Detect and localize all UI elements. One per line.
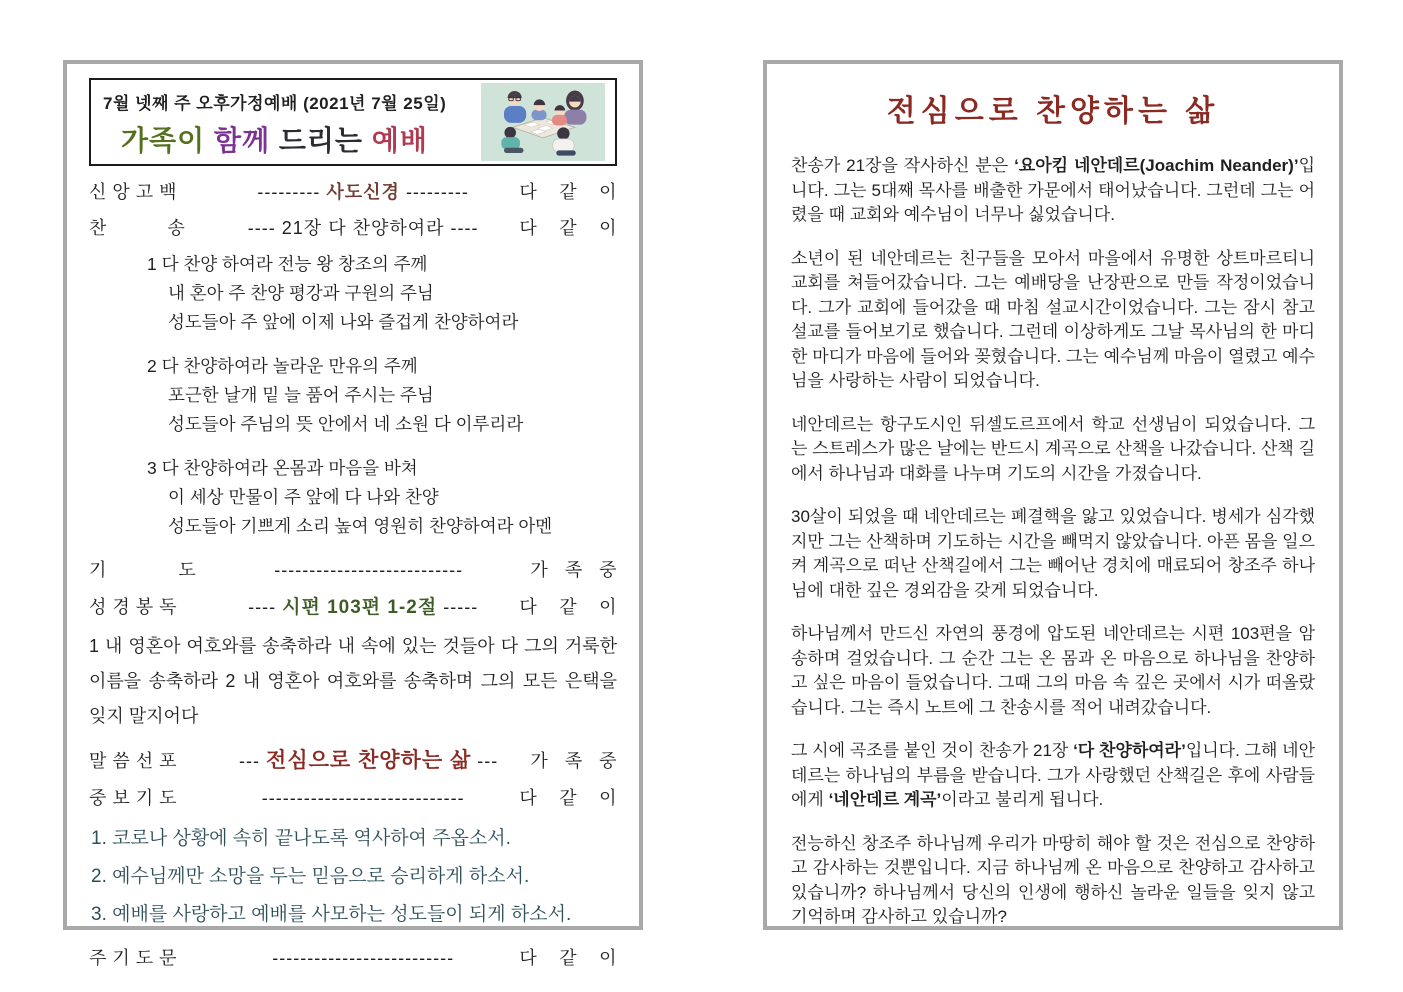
leader-dashes: --------------------------	[272, 948, 455, 968]
order-middle	[207, 948, 519, 969]
order-performer: 가 족 중	[530, 560, 617, 580]
paragraph-text: 입니다. 그해 네안데르는 하나님의 부름을 받습니다. 그가 사랑했던 산책길은 후에 사람들에게	[791, 741, 1315, 809]
order-middle	[207, 744, 530, 774]
paragraph-text: 소년이 된 네안데르는 친구들을 모아서 마을에서 유명한 상트마르티니 교회를 쳐들어갔습니다. 그는 예배당을 난장판으로 만들 작정이었습니다. 그가 교회에 들어갔을 때 마침 설교시간이었습니다. 그는 잠시 참고 설교를 들어보기로 했습니다. 그런데 이상하게도 그날 목사님의 한 마디 한 마디가 마음에 들어와 꽂혔습니다. 그는 예수님께 마음이 열렸고 예수님을 사랑하는 사람이 되었습니다.	[791, 248, 1315, 390]
order-label: 주 기 도 문	[89, 948, 178, 968]
order-line-creed	[89, 178, 617, 204]
order-middle	[207, 178, 519, 204]
prayer-request: 2. 예수님께만 소망을 두는 믿음으로 승리하게 하소서.	[91, 866, 530, 887]
prayer-request-list	[91, 820, 617, 934]
order-label: 찬 송	[89, 218, 186, 238]
leader-dashes: -----------------------------	[261, 788, 465, 808]
order-line-lords-prayer	[89, 944, 617, 970]
bulletin-left-page	[63, 60, 643, 968]
paragraph-text: 입니다. 그는 5대째 목사를 배출한 가문에서 태어났습니다. 그런데 그는 어렸을 때 교회와 예수님이 너무나 싫었습니다.	[791, 156, 1315, 224]
paragraph-text: 전능하신 창조주 하나님께 우리가 마땅히 해야 할 것은 전심으로 찬양하고 감사하는 것뿐입니다. 지금 하나님께 온 마음으로 찬양하고 감사하고 있습니까? 하나님께서 당신의 인생에 행하신 놀라운 일들을 잊지 않고 기억하며 감사하고 있습니까?	[791, 833, 1315, 926]
leader-dashes: ---------	[399, 182, 469, 202]
order-middle	[207, 560, 530, 581]
paragraph-text: 30살이 되었을 때 네안데르는 폐결핵을 앓고 있었습니다. 병세가 심각했지만 그는 산책하며 기도하는 시간을 빼먹지 않았습니다. 아픈 몸을 일으켜 계곡으로 떠난 산책길에서 그는 빼어난 경치에 매료되어 창조주 하나님에 대한 깊은 경외감을 갖게 되었습니다.	[791, 507, 1315, 600]
sermon-title: 전심으로 찬양하는 삶	[266, 749, 472, 772]
hymn-line: 2 다 찬양하여라 놀라운 만유의 주께	[147, 356, 418, 376]
family-illustration	[474, 83, 612, 161]
hymn-line: 성도들아 주님의 뜻 안에서 네 소원 다 이루리라	[168, 414, 524, 434]
creed-name: 사도신경	[326, 182, 400, 202]
bulletin-right-page	[763, 60, 1343, 930]
paragraph-text: 네안데르는 항구도시인 뒤셀도르프에서 학교 선생님이 되었습니다. 그는 스트레스가 많은 날에는 반드시 계곡으로 산책을 나갔습니다. 산책 길에서 하나님과 대화를 나누며 기도의 시간을 가졌습니다.	[791, 414, 1315, 483]
hymn-stanza-2	[147, 352, 617, 439]
hymn-line: 이 세상 만물이 주 앞에 다 나와 찬양	[168, 487, 439, 507]
bulletin-header	[89, 78, 617, 166]
service-date-line: 7월 넷째 주 오후가정예배 (2021년 7월 25일)	[103, 94, 447, 113]
leader-dashes: ---	[471, 751, 499, 771]
order-line-scripture-reading	[89, 592, 617, 619]
order-label: 기 도	[89, 560, 197, 580]
prayer-request: 3. 예배를 사랑하고 예배를 사모하는 성도들이 되게 하소서.	[91, 904, 572, 925]
leader-dashes: ---	[239, 751, 267, 771]
order-line-hymn	[89, 214, 617, 240]
order-performer: 가 족 중	[530, 751, 617, 771]
order-line-intercession	[89, 784, 617, 810]
scripture-passage: 1 내 영혼아 여호와를 송축하라 내 속에 있는 것들아 다 그의 거룩한 이름을 송축하라 2 내 영혼아 여호와를 송축하며 그의 모든 은택을 잊지 말지어다	[89, 636, 617, 726]
highlighted-hymn-name: ‘다 찬양하여라’	[1073, 741, 1186, 760]
highlighted-name: ‘요아킴 네안데르(Joachim Neander)’	[1014, 156, 1299, 175]
paragraph-text: 찬송가 21장을 작사하신 분은	[791, 156, 1015, 175]
bulletin-title	[121, 119, 465, 159]
article-paragraph-2	[791, 247, 1315, 394]
bulletin-title-part4: 예배	[371, 125, 428, 156]
order-performer: 다 같 이	[519, 597, 617, 617]
article-title: 전심으로 찬양하는 삶	[886, 95, 1220, 128]
scripture-reference: 시편 103편 1-2절	[282, 597, 438, 618]
order-performer: 다 같 이	[519, 788, 617, 808]
article-paragraph-1	[791, 154, 1315, 228]
order-middle	[207, 592, 519, 619]
leader-dashes: -----	[437, 597, 479, 617]
order-middle	[207, 214, 519, 240]
prayer-request: 1. 코로나 상황에 속히 끝나도록 역사하여 주옵소서.	[91, 828, 511, 849]
leader-dashes: ---------------------------	[274, 560, 464, 580]
order-label: 성 경 봉 독	[89, 597, 178, 617]
leader-dashes: ----	[247, 218, 282, 238]
hymn-line: 3 다 찬양하여라 온몸과 마음을 바쳐	[147, 458, 418, 478]
order-performer: 다 같 이	[519, 218, 617, 238]
hymn-stanza-3	[147, 454, 617, 541]
order-label: 중 보 기 도	[89, 788, 178, 808]
order-line-sermon	[89, 744, 617, 774]
article-paragraph-5	[791, 622, 1315, 720]
hymn-line: 성도들아 주 앞에 이제 나와 즐겁게 찬양하여라	[168, 312, 519, 332]
hymn-stanza-1	[147, 250, 617, 337]
paragraph-text: 하나님께서 만드신 자연의 풍경에 압도된 네안데르는 시편 103편을 암송하며 걸었습니다. 그 순간 그는 온 몸과 온 마음으로 하나님을 찬양하고 싶은 마음이 들었습니다. 그때 그의 마음 속 깊은 곳에서 시가 떠올랐습니다. 그는 즉시 노트에 그 찬송시를 적어 내려갔습니다.	[791, 624, 1315, 717]
leader-dashes: ---------	[257, 182, 327, 202]
order-line-prayer	[89, 556, 617, 582]
bulletin-title-part3: 드리는	[278, 125, 363, 156]
hymn-line: 내 혼아 주 찬양 평강과 구원의 주님	[168, 283, 434, 303]
highlighted-place-name: ‘네안데르 계곡’	[828, 790, 942, 809]
paragraph-text: 그 시에 곡조를 붙인 것이 찬송가 21장	[791, 741, 1074, 760]
hymn-line: 성도들아 기쁘게 소리 높여 영원히 찬양하여라 아멘	[168, 516, 553, 536]
order-performer: 다 같 이	[519, 948, 617, 968]
article-paragraph-7	[791, 832, 1315, 930]
order-middle	[207, 788, 519, 809]
leader-dashes: ----	[248, 597, 283, 617]
article-paragraph-4	[791, 505, 1315, 603]
bulletin-title-part2: 함께	[213, 125, 271, 156]
paragraph-text: 이라고 불리게 됩니다.	[941, 790, 1104, 809]
hymn-name: 21장 다 찬양하여라	[281, 218, 445, 238]
order-performer: 다 같 이	[519, 182, 617, 202]
bulletin-title-part1: 가족이	[121, 125, 206, 156]
hymn-line: 1 다 찬양 하여라 전능 왕 창조의 주께	[147, 254, 428, 274]
hymn-line: 포근한 날개 밑 늘 품어 주시는 주님	[168, 385, 434, 405]
hymn-verses	[147, 250, 617, 541]
order-label: 말 씀 선 포	[89, 751, 178, 771]
leader-dashes: ----	[444, 218, 479, 238]
order-label: 신 앙 고 백	[89, 182, 178, 202]
article-paragraph-6	[791, 739, 1315, 813]
article-paragraph-3	[791, 413, 1315, 487]
